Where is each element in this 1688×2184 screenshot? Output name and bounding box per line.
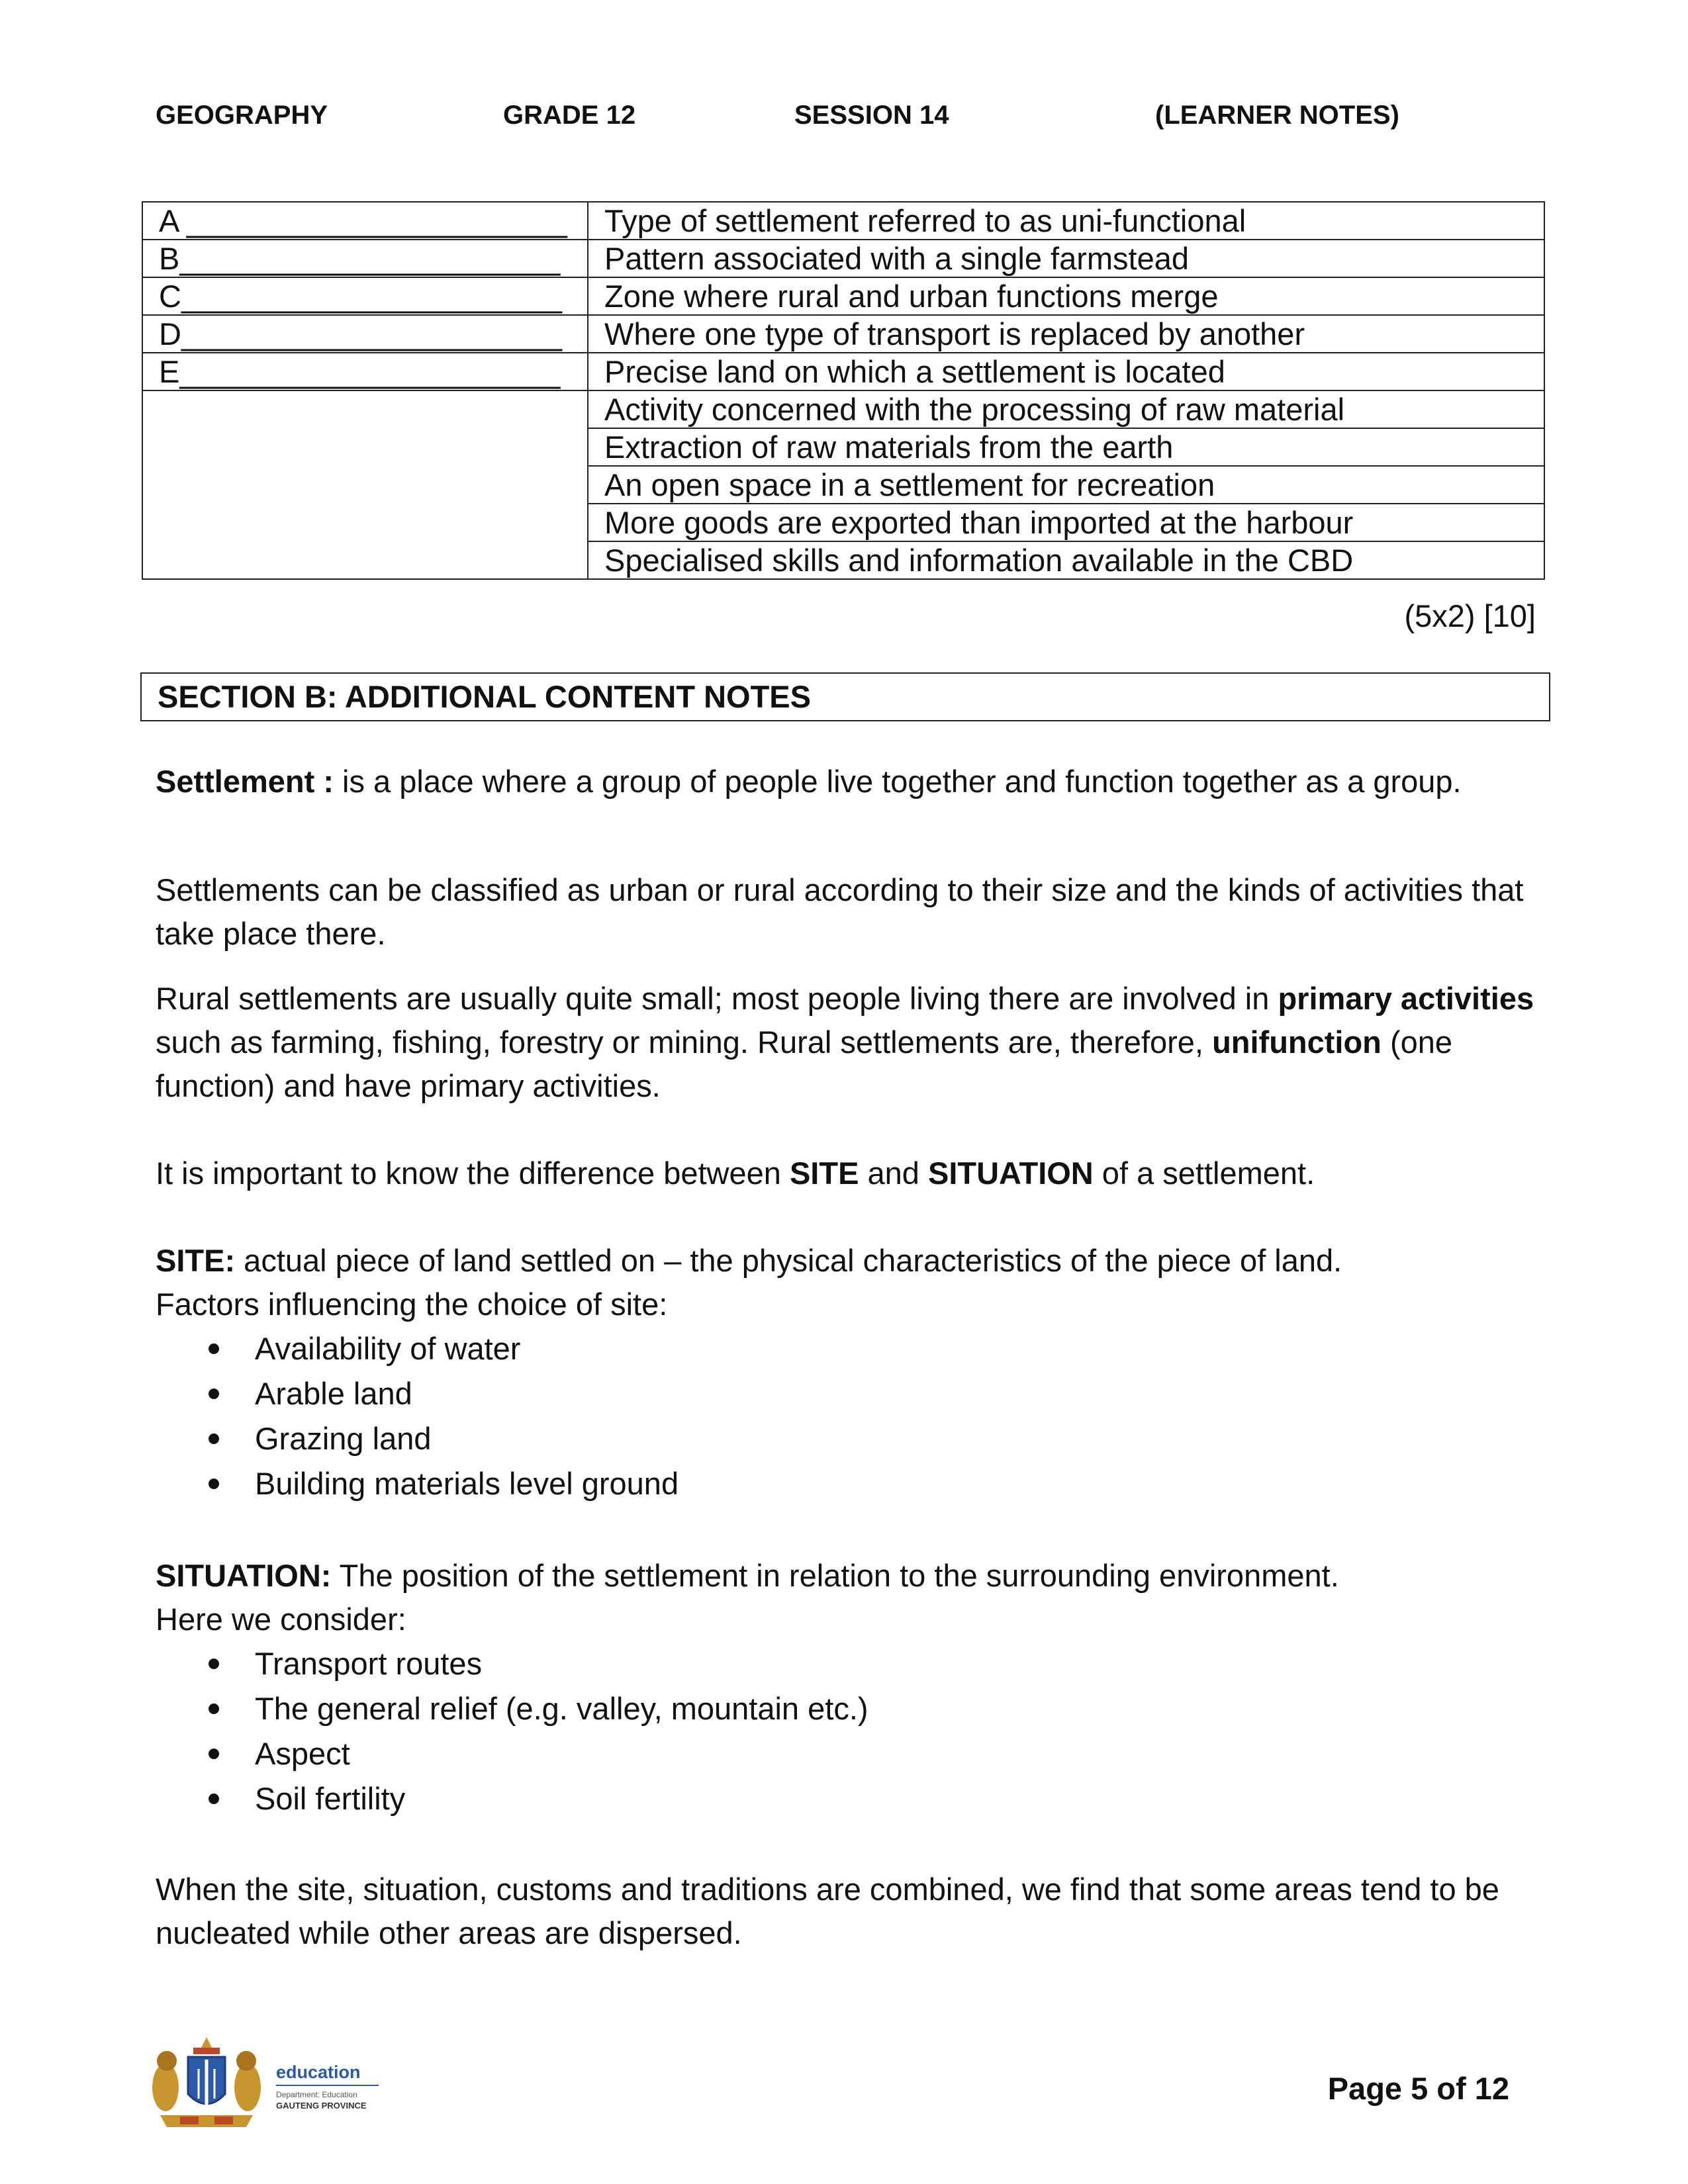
rural-text-1: Rural settlements are usually quite small; most people living there are involved in	[156, 981, 1278, 1016]
site-factors-intro: Factors influencing the choice of site:	[156, 1287, 668, 1322]
list-item-label: Building materials level ground	[255, 1466, 679, 1501]
settlement-text: is a place where a group of people live together and function together as a group.	[334, 764, 1462, 799]
option-cell: Extraction of raw materials from the earth	[588, 428, 1544, 466]
answer-blank-c[interactable]: C______________________	[142, 277, 588, 315]
mark-allocation: (5x2) [10]	[1404, 598, 1536, 633]
list-item-label: Transport routes	[255, 1646, 483, 1681]
bullet-icon	[209, 1479, 219, 1489]
situation-definition	[156, 1554, 1539, 1641]
matching-table	[142, 201, 1545, 580]
list-item-label: The general relief (e.g. valley, mountain etc.)	[255, 1691, 868, 1726]
list-item	[156, 1641, 1479, 1686]
section-b-heading: SECTION B: ADDITIONAL CONTENT NOTES	[140, 672, 1550, 721]
bullet-icon	[209, 1704, 219, 1714]
closing-text: When the site, situation, customs and traditions are combined, we find that some areas tend to be nucleated while other areas are dispersed.	[156, 1872, 1499, 1950]
site-situation-intro	[156, 1152, 1539, 1195]
option-cell: Where one type of transport is replaced by another	[588, 315, 1544, 353]
list-item-label: Arable land	[255, 1376, 412, 1411]
table-row	[142, 277, 1544, 315]
site-factor-list	[156, 1326, 1479, 1506]
site-definition	[156, 1239, 1539, 1326]
list-item	[156, 1776, 1479, 1821]
intro-text-1: It is important to know the difference between	[156, 1156, 790, 1191]
intro-bold-site: SITE	[789, 1156, 859, 1191]
settlement-definition	[156, 760, 1539, 803]
list-item-label: Availability of water	[255, 1331, 521, 1366]
answer-blank-b[interactable]: B______________________	[142, 240, 588, 277]
table-row	[142, 240, 1544, 277]
list-item	[156, 1326, 1479, 1371]
situation-factor-list	[156, 1641, 1479, 1821]
answer-blank-e[interactable]: E______________________	[142, 353, 588, 390]
option-cell: Type of settlement referred to as uni-functional	[588, 202, 1544, 240]
list-item	[156, 1371, 1479, 1416]
empty-cell	[142, 390, 588, 579]
classification-text: Settlements can be classified as urban or rural according to their size and the kinds of activities that take place there.	[156, 872, 1524, 951]
option-cell: Pattern associated with a single farmstead	[588, 240, 1544, 277]
situation-label: SITUATION:	[156, 1558, 332, 1593]
header-notes-type: (LEARNER NOTES)	[1155, 101, 1399, 130]
option-cell: Zone where rural and urban functions merge	[588, 277, 1544, 315]
option-cell: An open space in a settlement for recreation	[588, 466, 1544, 504]
site-label: SITE:	[156, 1243, 236, 1278]
logo-subtitle-department: Department: Education	[276, 2090, 357, 2099]
situation-text: The position of the settlement in relation to the surrounding environment.	[331, 1558, 1339, 1593]
gauteng-education-logo	[147, 2036, 385, 2135]
bullet-icon	[209, 1388, 219, 1399]
list-item	[156, 1686, 1479, 1731]
rural-paragraph	[156, 977, 1539, 1108]
option-cell: More goods are exported than imported at the harbour	[588, 504, 1544, 541]
table-row	[142, 315, 1544, 353]
page-number: Page 5 of 12	[1327, 2071, 1509, 2106]
rural-text-3: (one function) and have primary activities.	[156, 1024, 1453, 1103]
bullet-icon	[209, 1433, 219, 1444]
bullet-icon	[209, 1659, 219, 1669]
list-item-label: Aspect	[255, 1736, 350, 1771]
logo-divider	[276, 2085, 379, 2086]
site-text: actual piece of land settled on – the physical characteristics of the piece of land.	[235, 1243, 1342, 1278]
rural-text-2: such as farming, fishing, forestry or mining. Rural settlements are, therefore,	[156, 1024, 1213, 1060]
list-item-label: Grazing land	[255, 1421, 432, 1456]
table-row	[142, 353, 1544, 390]
bullet-icon	[209, 1343, 219, 1354]
bullet-icon	[209, 1794, 219, 1804]
table-row	[142, 390, 1544, 428]
intro-text-2: and	[859, 1156, 928, 1191]
option-cell: Activity concerned with the processing of raw material	[588, 390, 1544, 428]
option-cell: Specialised skills and information available in the CBD	[588, 541, 1544, 579]
logo-word: education	[276, 2062, 361, 2082]
header-session: SESSION 14	[794, 101, 949, 130]
answer-blank-a[interactable]: A ______________________	[142, 202, 588, 240]
intro-bold-situation: SITUATION	[927, 1156, 1094, 1191]
logo-subtitle-province: GAUTENG PROVINCE	[276, 2101, 367, 2111]
settlement-term: Settlement :	[156, 764, 334, 799]
option-cell: Precise land on which a settlement is located	[588, 353, 1544, 390]
answer-blank-d[interactable]: D______________________	[142, 315, 588, 353]
situation-consider-intro: Here we consider:	[156, 1602, 406, 1637]
intro-text-3: of a settlement.	[1093, 1156, 1315, 1191]
list-item	[156, 1416, 1479, 1461]
header-grade: GRADE 12	[503, 101, 636, 130]
bullet-icon	[209, 1749, 219, 1759]
list-item	[156, 1731, 1479, 1776]
list-item-label: Soil fertility	[255, 1781, 406, 1816]
classification-paragraph	[156, 868, 1539, 956]
table-row	[142, 202, 1544, 240]
header-subject: GEOGRAPHY	[156, 101, 328, 130]
closing-paragraph	[156, 1868, 1539, 1955]
rural-bold-primary: primary activities	[1278, 981, 1534, 1016]
rural-bold-unifunction: unifunction	[1212, 1024, 1382, 1060]
page-header	[156, 101, 1546, 140]
list-item	[156, 1461, 1479, 1506]
